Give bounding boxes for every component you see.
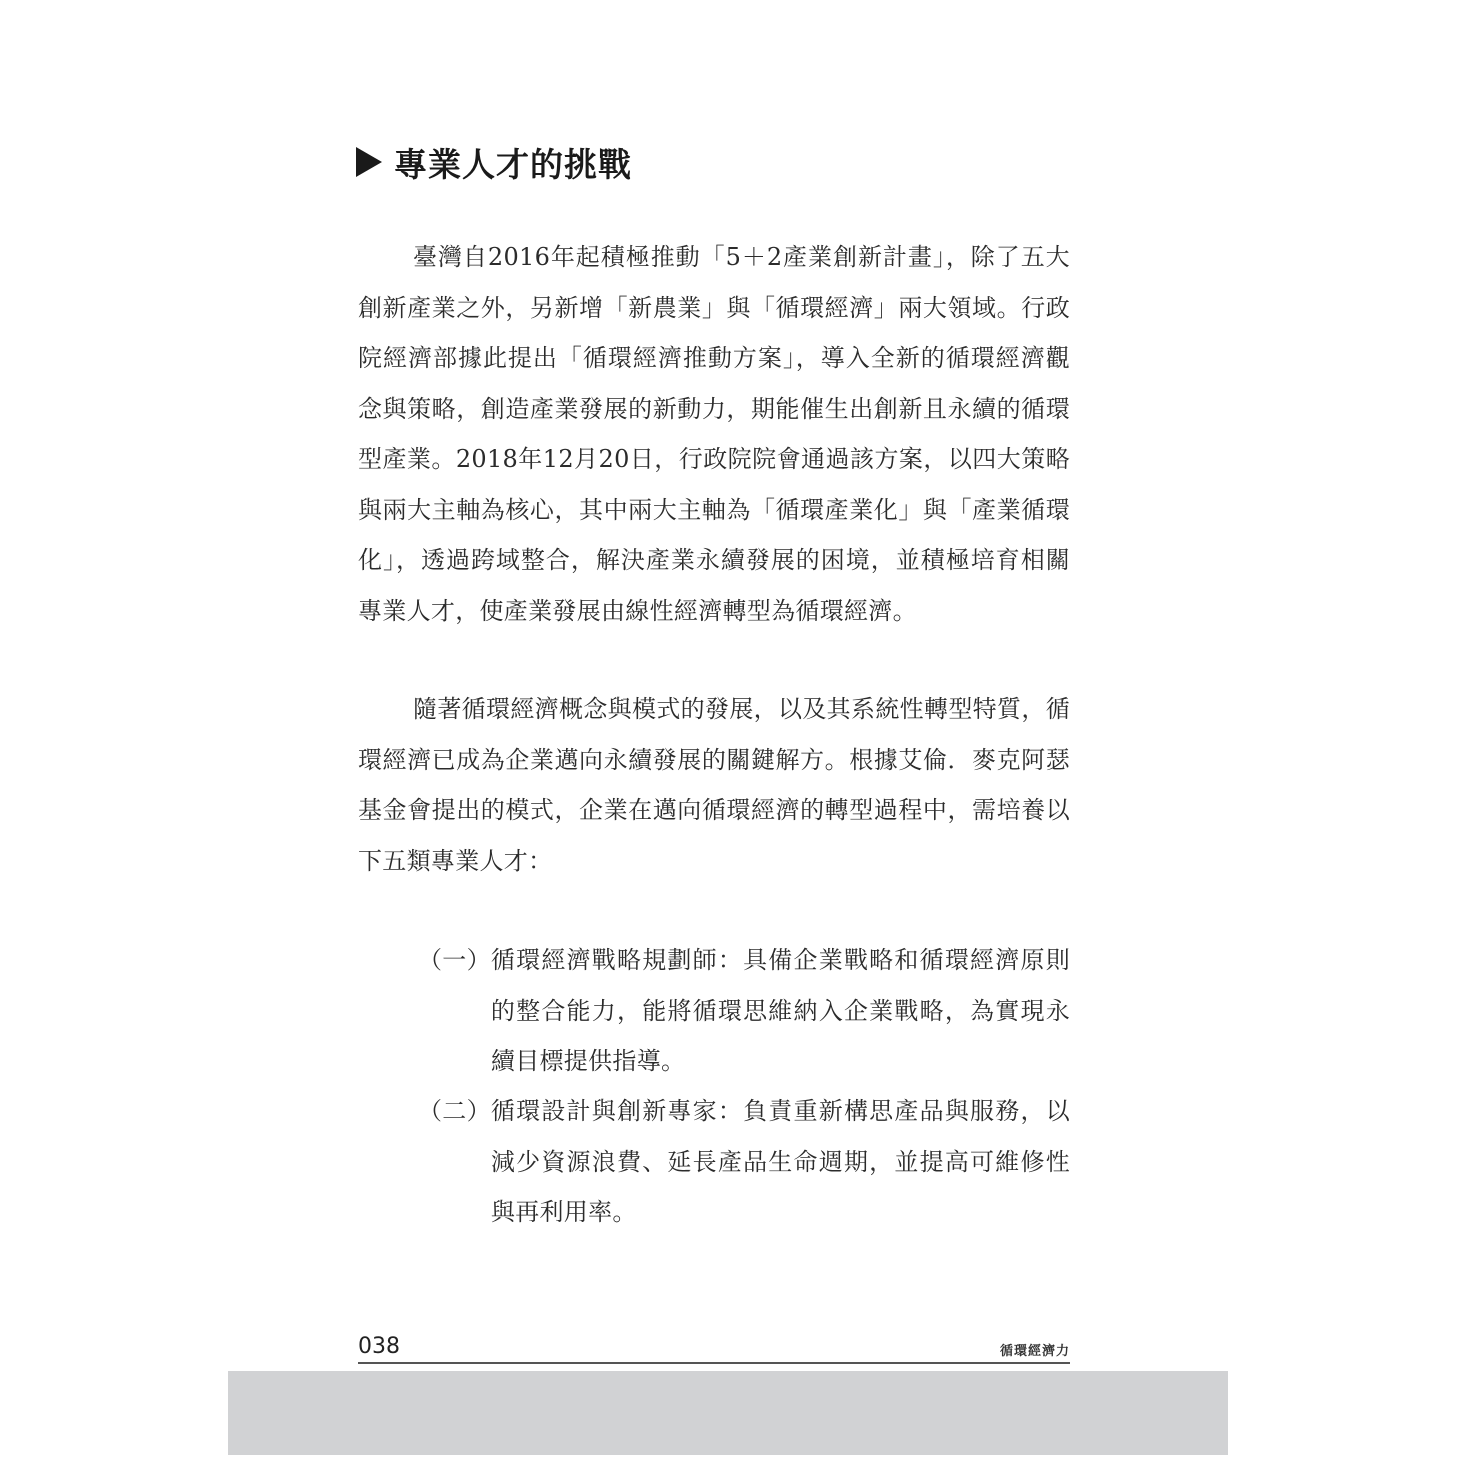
triangle-bullet-icon — [356, 147, 382, 177]
list-item — [418, 1086, 1070, 1238]
page-number: 038 — [358, 1334, 400, 1359]
list-item — [418, 935, 1070, 1087]
section-title: 專業人才的挑戰 — [394, 144, 632, 184]
running-footer-title: 循環經濟力 — [999, 1344, 1070, 1359]
body-paragraph: 隨著循環經濟概念與模式的發展，以及其系統性轉型特質，循環經濟已成為企業邁向永續發展的關鍵解方。根據艾倫．麥克阿瑟基金會提出的模式，企業在邁向循環經濟的轉型過程中，需培養以下五類專業人才： — [358, 695, 1070, 875]
list-marker: （一） — [418, 946, 491, 974]
list-item-text: 循環設計與創新專家：負責重新構思產品與服務，以減少資源浪費、延長產品生命週期，並提高可維修性與再利用率。 — [490, 1097, 1070, 1226]
body-paragraph: 臺灣自2016年起積極推動「5＋2產業創新計畫」，除了五大創新產業之外，另新增「新農業」與「循環經濟」兩大領域。行政院經濟部據此提出「循環經濟推動方案」，導入全新的循環經濟觀念與策略，創造產業發展的新動力，期能催生出創新且永續的循環型產業。2018年12月20日，行政院院會通過該方案，以四大策略與兩大主軸為核心，其中兩大主軸為「循環產業化」與「產業循環化」，透過跨域整合，解決產業永續發展的困境，並積極培育相關專業人才，使產業發展由線性經濟轉型為循環經濟。 — [358, 243, 1070, 625]
footer-divider — [358, 1362, 1070, 1364]
talent-list — [418, 935, 1070, 1087]
list-marker: （二） — [418, 1097, 491, 1125]
talent-list — [418, 1086, 1070, 1238]
section-heading — [356, 138, 632, 186]
bottom-gray-band — [228, 1371, 1228, 1455]
list-item-text: 循環經濟戰略規劃師：具備企業戰略和循環經濟原則的整合能力，能將循環思維納入企業戰略，為實現永續目標提供指導。 — [490, 946, 1070, 1075]
